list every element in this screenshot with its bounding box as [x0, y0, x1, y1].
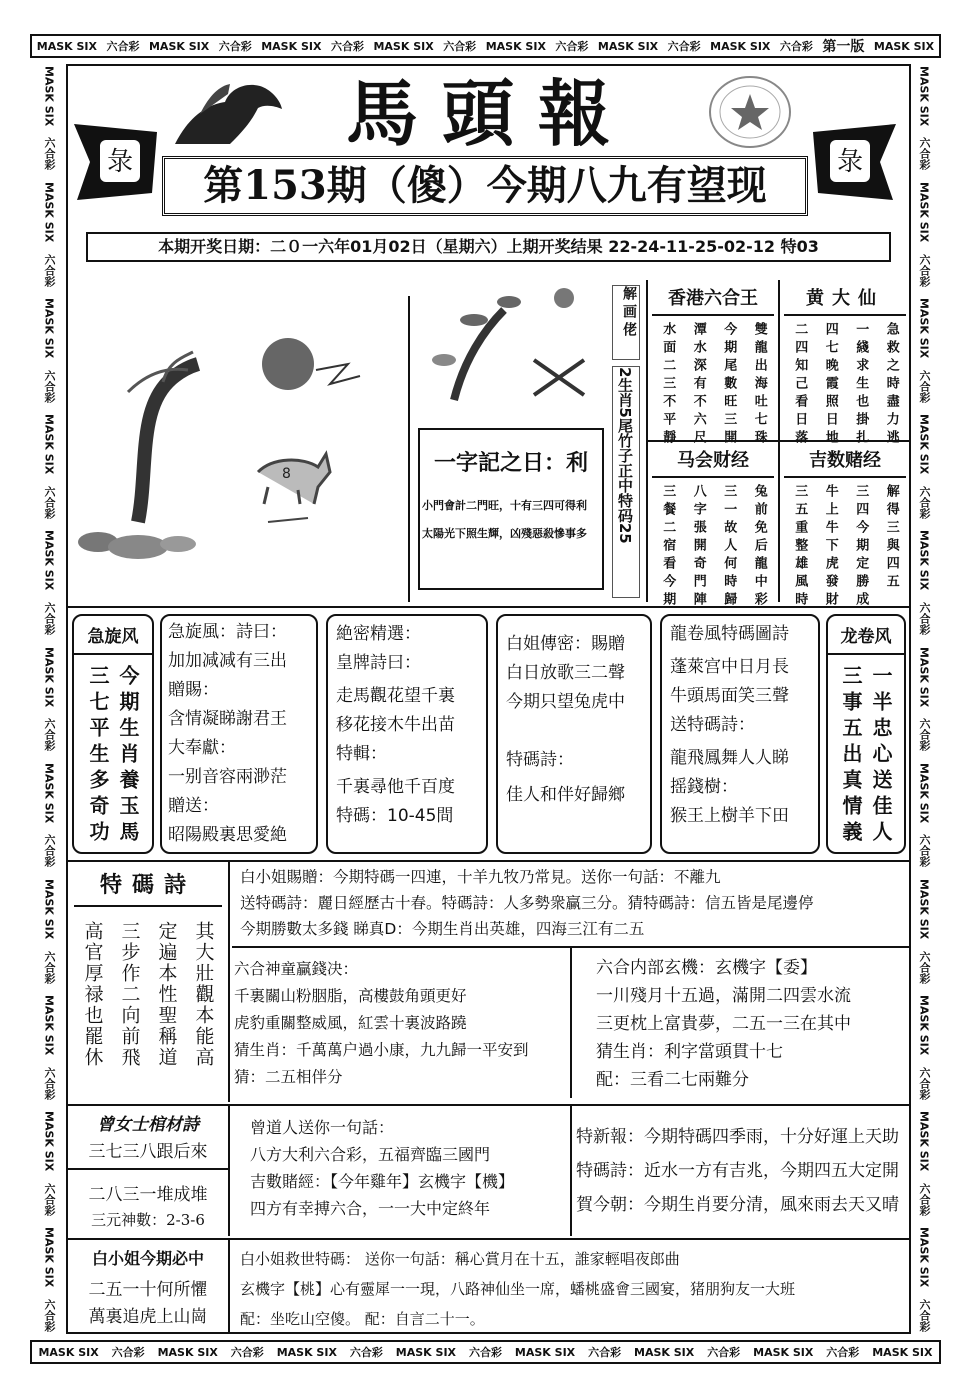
poem-line: 贈送： [168, 796, 219, 816]
bxj-bizhong-block [68, 1240, 230, 1332]
text-line: 白小姐賜贈：今期特碼一四連，十羊九牧乃常見。送你一句話：不離九 [240, 868, 721, 886]
riddle-box [418, 428, 604, 590]
poem-line: 蓬萊宫中日月長 [670, 657, 789, 677]
poem-line [506, 717, 650, 746]
poem-column: 四七晚霞照日地 [822, 322, 838, 448]
text-line: 特碼詩：近水一方有吉兆，今期四五大定開 [576, 1161, 899, 1181]
riddle-title: 一字記之日：利 [433, 450, 588, 476]
jiushi-block [240, 1244, 908, 1330]
poem-column: 急救之時盡力逃 [883, 322, 899, 448]
oracle-panels [646, 280, 908, 610]
poem-column: 潭水深有不六尺 [690, 322, 706, 448]
poem-column: 一綫求生也掛扎 [853, 322, 869, 448]
poem-column: 二四知己看日落 [792, 322, 808, 448]
poem-box-longjuanfeng [826, 614, 906, 854]
text-line: 六合神童贏錢决： [234, 960, 359, 978]
plant-scissors-illustration [414, 280, 604, 410]
poem-column: 三四今期定勝成 [853, 484, 869, 610]
poem-line: 千裏尋他千百度 [336, 777, 455, 797]
issue-headline: 第153期（傻）今期八九有望现 [162, 156, 808, 216]
panel-title: 黄大仙 [784, 284, 906, 316]
text-line: 曾道人送你一句話： [250, 1118, 395, 1137]
edition-label: 第一版 [822, 39, 865, 55]
riddle-line-2: 太陽光下照生輝，凶殘惡殺慘事多 [422, 527, 587, 540]
block-title: 白小姐今期必中 [91, 1249, 204, 1268]
tema-title: 特碼詩 [74, 862, 222, 907]
poem-line: 急旋風：詩曰： [168, 622, 287, 642]
zeng-nvshi-block [68, 1106, 230, 1236]
poem-column: 雙龍出海吐七珠 [751, 322, 767, 448]
divider [68, 606, 909, 608]
poem-line: 含情凝睇謝君王 [168, 709, 287, 729]
panel-jishu-dujing [784, 446, 906, 610]
poem-box-baijie-chuanmi [496, 614, 652, 854]
poem-line: 絶密精選： [336, 624, 421, 644]
divider [570, 948, 572, 1098]
poem-line: 走馬觀花望千裏 [336, 686, 455, 706]
border-strip-bottom: MASK SIX 六合彩 MASK SIX 六合彩 MASK SIX 六合彩 MASK SIX 六合彩 MASK SIX 六合彩 MASK SIX 六合彩 MASK SIX 六合彩 MASK SIX [30, 1340, 941, 1364]
poem-column: 三步作二向前飛 [118, 921, 141, 1068]
panel-hk-liuhe [652, 284, 774, 448]
poem-line: 特碼詩： [506, 750, 574, 770]
panel-title: 香港六合王 [652, 284, 774, 316]
poem-column: 八字張開奇門陣 [690, 484, 706, 610]
poem-line: 白姐傳密：賜贈 [506, 634, 625, 654]
text-line: 二五一十何所懼 [88, 1280, 208, 1300]
poem-box-longjuanfeng-poem [660, 614, 820, 854]
horse-logo-icon [170, 74, 290, 154]
text-line: 三更枕上富貴夢，二五一三在其中 [596, 1014, 851, 1034]
box-title: 急旋风 [74, 616, 152, 655]
poem-line: 猴王上樹羊下田 [670, 806, 789, 826]
draw-date-line: 本期开奖日期：二０一六年01月02日（星期六）上期开奖结果 22-24-11-25-02-12 特03 [86, 232, 891, 262]
poem-line: 特碼：10-45間 [336, 806, 454, 826]
text-line: 白小姐救世特碼： 送你一句話：稱心賞月在十五，誰家輕唱夜郎曲 [240, 1250, 680, 1268]
divider [408, 296, 410, 602]
tema-poem-section [68, 862, 230, 1102]
text-line: 猜：二五相伴分 [234, 1068, 343, 1086]
poem-line: 龍卷風特碼圖詩 [670, 624, 789, 644]
box-columns [74, 665, 152, 847]
text-line: 今期勝數太多錢 睇真D：今期生肖出英雄，四海三江有二五 [240, 920, 645, 938]
poem-line: 摇錢樹： [670, 777, 738, 797]
poem-line: 皇牌詩曰： [336, 653, 421, 673]
poem-column: 高官厚禄也罷休 [81, 921, 104, 1068]
text-line: 虎豹重關整威風，紅雲十裏波路蹺 [234, 1014, 467, 1032]
poem-box-jimi-jingxuan [326, 614, 488, 854]
poem-column: 三一故人何時歸 [721, 484, 737, 610]
left-flag-icon [72, 118, 162, 208]
poem-line: 贈賜： [168, 680, 219, 700]
divider [570, 1106, 572, 1236]
panel-title: 马会财经 [652, 446, 774, 478]
poem-line: 佳人和伴好歸鄉 [506, 785, 625, 805]
poem-line: 一别音容兩渺茫 [168, 767, 287, 787]
texinbao-block [576, 1120, 908, 1230]
xuanji-block [596, 954, 906, 1094]
text-line: 送特碼詩：麗日經歷古十春。特碼詩：人多勢衆贏三分。猜特碼詩：信五皆是尾邊停 [240, 894, 814, 912]
text-line: 六合内部玄機：玄機字【委】 [596, 958, 817, 978]
text-line: 配：坐吃山空傻。 配：自言二十一。 [240, 1310, 485, 1328]
poem-column: 三七平生多奇功 [86, 665, 110, 847]
text-line: 二八三一堆成堆 [88, 1185, 208, 1205]
poem-line: 昭陽殿裏思愛絶 [168, 825, 287, 845]
poem-column: 今期尾數旺三開 [721, 322, 737, 448]
text-line: 配：三看二七兩難分 [596, 1070, 749, 1090]
bai-xiaojie-block [240, 864, 908, 946]
border-strip-top: MASK SIX 六合彩 MASK SIX 六合彩 MASK SIX 六合彩 MASK SIX 六合彩 MASK SIX 六合彩 MASK SIX 六合彩 MASK SIX 六合彩 第一版 MASK SIX [30, 34, 941, 58]
text-line: 猜生肖：利字當頭貫十七 [596, 1042, 783, 1062]
riddle-line-1: 小門會計二門旺，十有三四可得利 [422, 499, 587, 512]
text-line: 萬裏追虎上山崗 [88, 1307, 208, 1327]
masthead-title: 馬頭報 [345, 71, 634, 156]
poem-column: 其大壯觀本能高 [192, 921, 215, 1068]
panel-huang-daxian [784, 284, 906, 448]
text-line: 一川殘月十五過，滿開二四雲水流 [596, 986, 851, 1006]
poem-line: 牛頭馬面笑三聲 [670, 686, 789, 706]
text-line: 賀今朝：今期生肖要分清，風來雨去天又晴 [576, 1195, 899, 1215]
daoren-block [250, 1114, 568, 1234]
riddle-vertical-note: 2生肖5尾竹子正中特码25 [612, 366, 640, 598]
poem-line: 大奉獻： [168, 738, 236, 758]
box-title: 龙卷风 [828, 616, 904, 655]
text-line: 八方大利六合彩，五福齊臨三國門 [250, 1145, 491, 1164]
poem-line: 送特碼詩： [670, 715, 755, 735]
poem-line: 今期只望兔虎中 [506, 692, 625, 712]
panel-columns [652, 322, 774, 448]
official-seal-icon [705, 72, 795, 152]
poem-column: 水面二三不平靜 [660, 322, 676, 448]
poem-column: 定遍本性聖稱道 [155, 921, 178, 1068]
poem-line: 白日放歌三二聲 [506, 663, 625, 683]
poem-line: 加加减减有三出 [168, 651, 287, 671]
tree-moon-goat-illustration [68, 272, 406, 604]
divider [778, 280, 780, 602]
poem-column: 牛上牛下虎發財 [822, 484, 838, 610]
panel-mahui-caijing [652, 446, 774, 610]
poem-column: 三餐二宿看今期 [660, 484, 676, 610]
text-line: 四方有幸搏六合，一一大中定終年 [250, 1199, 491, 1218]
solver-label: 解画佬 [612, 285, 640, 360]
shentong-block [234, 956, 566, 1096]
text-line: 特新報：今期特碼四季雨，十分好運上天助 [576, 1127, 899, 1147]
border-strip-right: MASK SIX 六合彩 MASK SIX 六合彩 MASK SIX 六合彩 MASK SIX 六合彩 MASK SIX 六合彩 MASK SIX 六合彩 MASK SIX 六合彩 MASK SIX 六合彩 MASK SIX 六合彩 MASK SIX 六合彩 MASK SIX 六合彩 [917, 65, 931, 1333]
panel-title: 吉数赌经 [784, 446, 906, 478]
svg-text:彔: 彔 [106, 147, 134, 177]
poem-column: 三五重整雄風時 [792, 484, 808, 610]
poem-line: 龍飛鳳舞人人睇 [670, 748, 789, 768]
svg-text:彔: 彔 [836, 147, 864, 177]
text-line: 千裏關山粉胭脂，高樓鼓角頭更好 [234, 987, 467, 1005]
text-line: 三元神數：2-3-6 [91, 1211, 205, 1229]
panel-columns [784, 484, 906, 610]
poem-line: 移花接木牛出苗 [336, 715, 455, 735]
poem-box-jixuanfeng-poem [160, 614, 318, 854]
panel-columns [652, 484, 774, 610]
border-strip-left: MASK SIX 六合彩 MASK SIX 六合彩 MASK SIX 六合彩 MASK SIX 六合彩 MASK SIX 六合彩 MASK SIX 六合彩 MASK SIX 六合彩 MASK SIX 六合彩 MASK SIX 六合彩 MASK SIX 六合彩 MASK SIX 六合彩 [42, 65, 56, 1333]
illustration-panel [68, 272, 406, 604]
text-line: 三七三八跟后來 [68, 1137, 228, 1170]
tema-columns [68, 921, 228, 1068]
poem-column: 兔前免后龍中彩 [751, 484, 767, 610]
poem-column: 三事五出真情義 [839, 665, 863, 847]
poem-line: 特輯： [336, 744, 387, 764]
text-line: 玄機字【桃】心有靈犀一一現，八路神仙坐一席，蟠桃盛會三國宴，猪朋狗友一大班 [240, 1280, 796, 1298]
block-title: 曾女士棺材詩 [97, 1115, 199, 1135]
poem-column: 解得三與四五 [883, 484, 899, 592]
box-columns [828, 665, 904, 847]
text-line: 猜生肖：千萬萬户過小康，九九歸一平安到 [234, 1041, 529, 1059]
poem-box-jixuanfeng [72, 614, 154, 854]
svg-text:8: 8 [282, 466, 291, 482]
panel-columns [784, 322, 906, 448]
right-flag-icon [808, 118, 898, 208]
poem-column: 一半忠心送佳人 [869, 665, 893, 847]
text-line: 吉數賭經：【今年雞年】玄機字【機】 [250, 1172, 515, 1191]
poem-column: 今期生肖養玉馬 [116, 665, 140, 847]
